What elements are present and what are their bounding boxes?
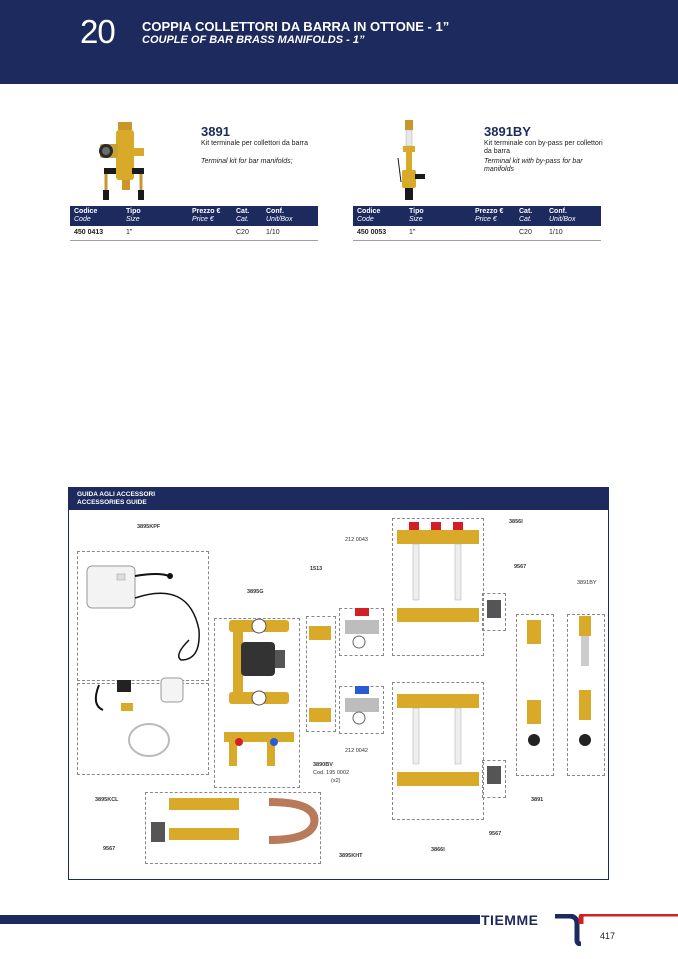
brand-swoosh-icon	[555, 914, 678, 946]
nipple-icon	[309, 708, 331, 722]
label-3891: 3891	[531, 797, 544, 803]
product-description: Kit terminale con by-pass per collettori da barra	[484, 140, 603, 155]
label-2120042: 212 0042	[345, 748, 368, 754]
cell-price	[188, 226, 232, 241]
col-header: Prezzo € Price €	[188, 206, 232, 226]
product-description: Kit terminale per collettori da barra	[201, 140, 308, 147]
thermostat-kit-icon	[96, 678, 183, 756]
guide-subtitle: ACCESSORIES GUIDE	[77, 499, 147, 506]
product-code: 3891	[201, 124, 230, 139]
page-header	[0, 0, 678, 84]
label-3856i: 3856I	[509, 519, 523, 525]
product-3891by	[353, 118, 623, 248]
table-header-row	[353, 206, 601, 226]
cell-unit: 1/10	[545, 226, 601, 241]
cell-code: 450 0413	[70, 226, 122, 241]
label-x2: (x2)	[331, 778, 341, 784]
accessories-guide	[68, 487, 609, 880]
accessories-illustration	[69, 510, 608, 879]
product-image-3891by	[353, 118, 463, 204]
terminal-kit-bypass-icon	[579, 616, 591, 746]
manifold-top-icon	[397, 522, 479, 622]
col-header: Tipo Size	[122, 206, 188, 226]
label-9567-bottom: 9567	[489, 831, 502, 837]
label-3895kht: 3895KHT	[339, 853, 363, 859]
cell-price	[471, 226, 515, 241]
label-cod: Cod. 195 0002	[313, 770, 350, 776]
blue-valve-icon	[345, 686, 379, 724]
table-row	[353, 226, 601, 241]
col-header: Prezzo € Price €	[471, 206, 515, 226]
actuator-icon	[487, 600, 501, 618]
product-code: 3891BY	[484, 124, 531, 139]
manifold-bottom-icon	[397, 694, 479, 786]
table-header-row	[70, 206, 318, 226]
page-subtitle: COUPLE OF BAR BRASS MANIFOLDS - 1”	[142, 34, 365, 46]
label-9567-left: 9567	[103, 846, 116, 852]
chapter-number: 20	[80, 13, 115, 50]
label-9567-top: 9567	[514, 564, 527, 570]
nipple-icon	[309, 626, 331, 640]
col-header: Codice Code	[353, 206, 405, 226]
col-header: Conf. Unit/Box	[262, 206, 318, 226]
label-3895kcl: 3895KCL	[95, 797, 119, 803]
cell-unit: 1/10	[262, 226, 318, 241]
page-title: COPPIA COLLETTORI DA BARRA IN OTTONE - 1”	[142, 19, 450, 34]
guide-title: GUIDA AGLI ACCESSORI	[77, 491, 156, 498]
guide-header	[69, 488, 608, 510]
label-3866i: 3866I	[431, 847, 445, 853]
cell-cat: C20	[515, 226, 545, 241]
label-1513: 1513	[310, 566, 323, 572]
product-description-en: Terminal kit with by-pass for bar manifolds	[484, 158, 583, 173]
label-3890bv: 3890BV	[313, 762, 333, 768]
bypass-valve-icon	[224, 732, 294, 766]
cell-code: 450 0053	[353, 226, 405, 241]
product-3891	[70, 118, 340, 248]
cell-cat: C20	[232, 226, 262, 241]
pump-group-icon	[229, 619, 289, 705]
col-header: Codice Code	[70, 206, 122, 226]
terminal-kit-icon	[527, 620, 541, 746]
col-header: Conf. Unit/Box	[545, 206, 601, 226]
label-3895kpf: 3895KPF	[137, 524, 161, 530]
junction-box-icon	[87, 566, 199, 660]
cell-size: 1”	[405, 226, 471, 241]
product-description-en: Terminal kit for bar manifolds;	[201, 158, 293, 165]
product-table	[70, 206, 318, 241]
brand-logo: TIEMME	[481, 912, 539, 928]
cell-size: 1”	[122, 226, 188, 241]
footer-bar	[0, 915, 480, 924]
label-3891by: 3891BY	[577, 580, 597, 586]
actuator-icon	[487, 766, 501, 784]
label-3895g: 3895G	[247, 589, 264, 595]
product-image-3891	[70, 118, 180, 204]
red-valve-icon	[345, 608, 379, 648]
col-header: Cat. Cat.	[232, 206, 262, 226]
kit-ht-icon	[151, 798, 314, 842]
table-row	[70, 226, 318, 241]
product-table	[353, 206, 601, 241]
col-header: Tipo Size	[405, 206, 471, 226]
page-number: 417	[600, 931, 616, 941]
label-2120043: 212 0043	[345, 537, 368, 543]
col-header: Cat. Cat.	[515, 206, 545, 226]
